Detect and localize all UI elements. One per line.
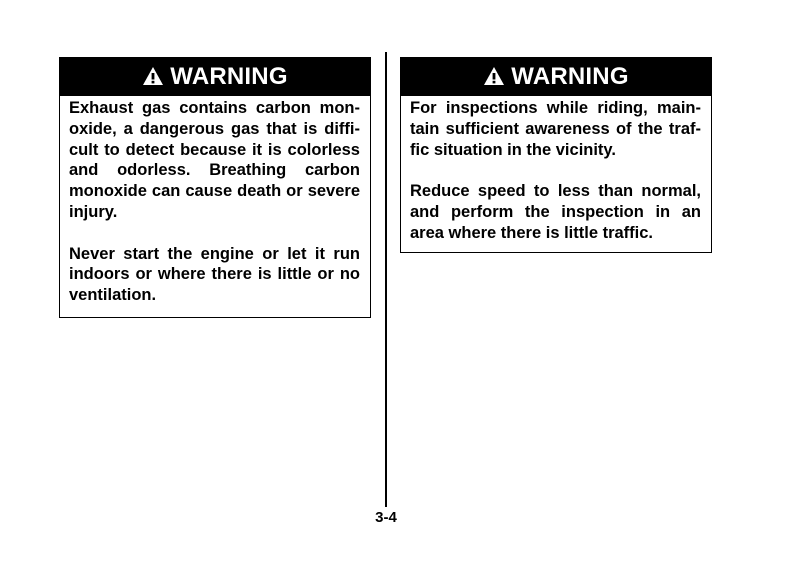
warning-paragraph: Reduce speed to less than normal, and perform the inspection in an area where there is little traffic. bbox=[410, 182, 701, 242]
warning-header bbox=[60, 58, 370, 96]
column-divider bbox=[385, 52, 387, 507]
warning-triangle-icon bbox=[483, 66, 505, 86]
warning-box-exhaust bbox=[59, 57, 371, 318]
warning-paragraph: For inspections while riding, maintain sufficient awareness of the traffic situation in the vicinity. bbox=[410, 99, 701, 159]
warning-title: WARNING bbox=[511, 63, 629, 90]
warning-paragraph: Exhaust gas contains carbon monoxide, a dangerous gas that is difficult to detect because it is colorless and odorless. Breathing carbon monoxide can cause death or severe injury. bbox=[69, 99, 360, 221]
warning-triangle-icon bbox=[142, 66, 164, 86]
warning-title: WARNING bbox=[170, 63, 288, 90]
warning-text bbox=[60, 96, 370, 306]
warning-box-inspection bbox=[400, 57, 712, 253]
warning-text bbox=[401, 96, 711, 244]
page-number: 3-4 bbox=[375, 509, 397, 526]
warning-header bbox=[401, 58, 711, 96]
warning-paragraph: Never start the engine or let it run indoors or where there is little or no ventilation. bbox=[69, 244, 360, 305]
